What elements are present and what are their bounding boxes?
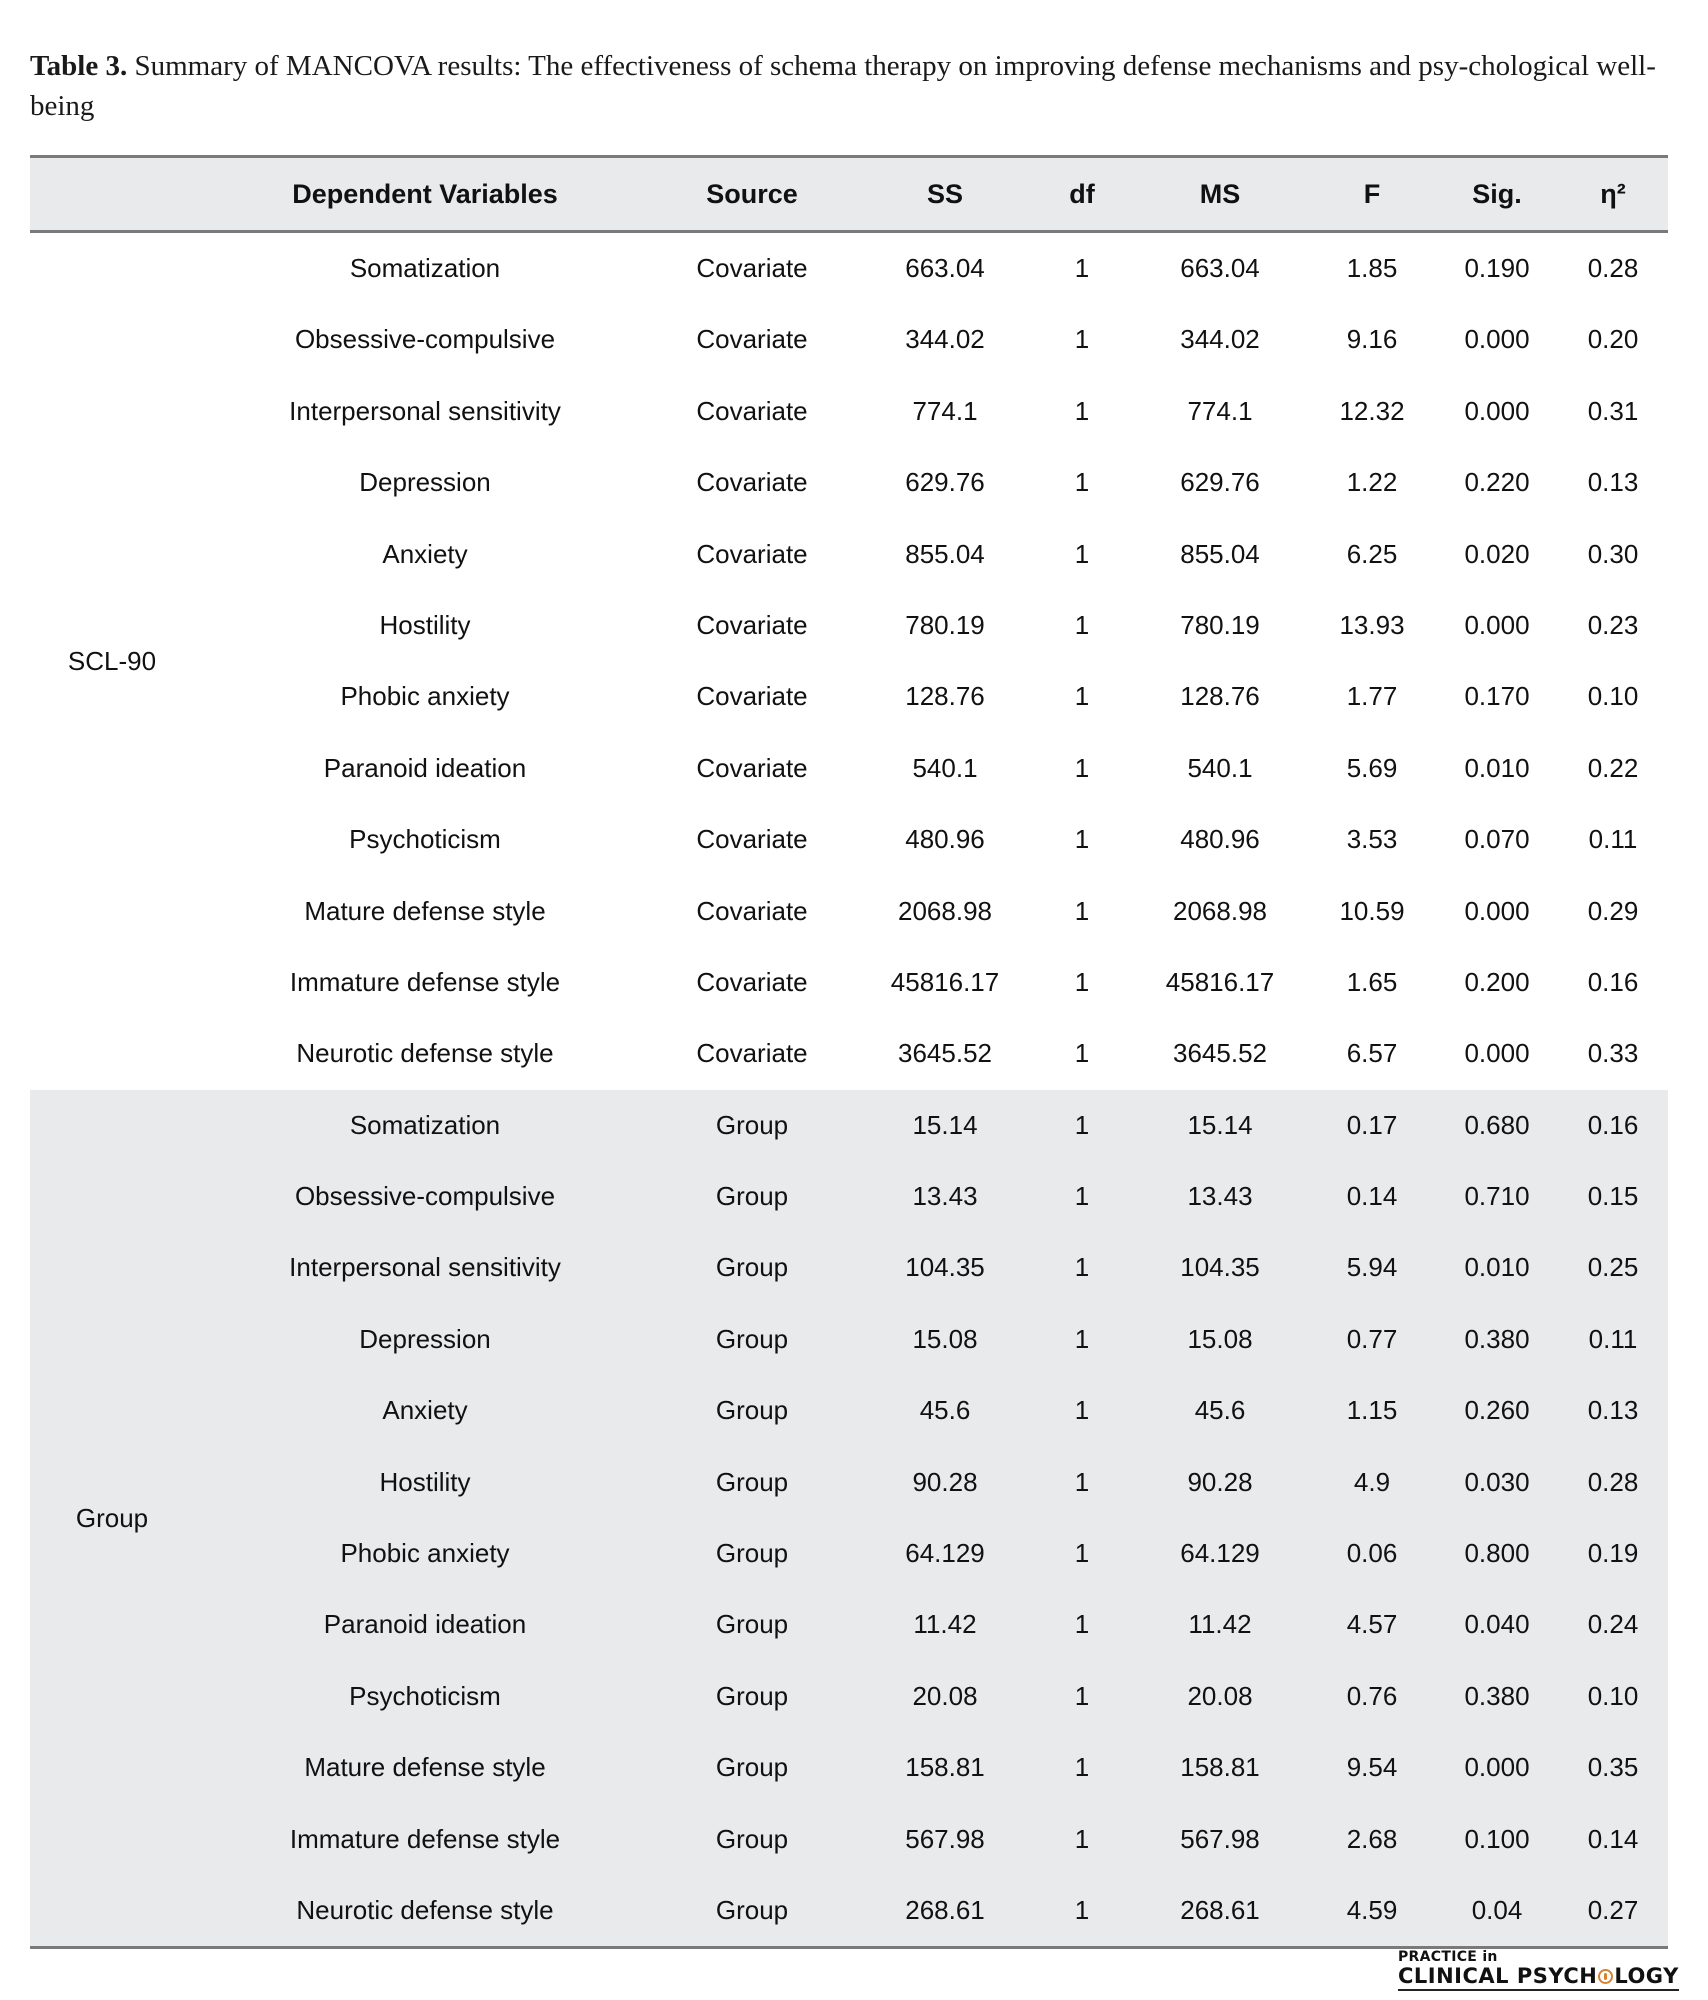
cell-df: 1 bbox=[1074, 1323, 1090, 1354]
cell-eta-squared: 0.20 bbox=[1587, 324, 1639, 355]
cell-sig: 0.030 bbox=[1464, 1466, 1530, 1497]
cell-f: 9.54 bbox=[1346, 1752, 1398, 1783]
cell-source: Group bbox=[715, 1466, 789, 1497]
cell-f: 3.53 bbox=[1346, 824, 1398, 855]
logo-text-a: CLINICAL PSYCH bbox=[1398, 1964, 1598, 1988]
cell-ms: 15.08 bbox=[1187, 1323, 1253, 1354]
cell-eta-squared: 0.30 bbox=[1587, 538, 1639, 569]
cell-dependent-variable: Obsessive-compulsive bbox=[294, 1181, 556, 1212]
cell-sig: 0.04 bbox=[1471, 1894, 1523, 1925]
cell-ms: 158.81 bbox=[1180, 1752, 1260, 1783]
cell-eta-squared: 0.23 bbox=[1587, 609, 1639, 640]
cell-source: Group bbox=[715, 1109, 789, 1140]
cell-ss: 344.02 bbox=[905, 324, 985, 355]
cell-ms: 344.02 bbox=[1180, 324, 1260, 355]
cell-df: 1 bbox=[1074, 1395, 1090, 1426]
cell-eta-squared: 0.28 bbox=[1587, 1466, 1639, 1497]
cell-ss: 90.28 bbox=[912, 1466, 978, 1497]
cell-source: Group bbox=[715, 1609, 789, 1640]
cell-f: 0.14 bbox=[1346, 1181, 1398, 1212]
cell-df: 1 bbox=[1074, 1680, 1090, 1711]
cell-sig: 0.000 bbox=[1464, 395, 1530, 426]
cell-sig: 0.010 bbox=[1464, 752, 1530, 783]
header-ms: MS bbox=[1199, 179, 1241, 209]
cell-f: 2.68 bbox=[1346, 1823, 1398, 1854]
header-source: Source bbox=[706, 179, 798, 209]
cell-eta-squared: 0.25 bbox=[1587, 1252, 1639, 1283]
cell-df: 1 bbox=[1074, 966, 1090, 997]
cell-dependent-variable: Paranoid ideation bbox=[323, 752, 527, 783]
cell-sig: 0.170 bbox=[1464, 681, 1530, 712]
table-row bbox=[30, 876, 1668, 947]
cell-df: 1 bbox=[1074, 1181, 1090, 1212]
cell-ms: 629.76 bbox=[1180, 467, 1260, 498]
cell-ss: 13.43 bbox=[912, 1181, 978, 1212]
cell-ss: 45816.17 bbox=[890, 966, 1000, 997]
cell-ss: 128.76 bbox=[905, 681, 985, 712]
cell-ms: 268.61 bbox=[1180, 1894, 1260, 1925]
cell-f: 0.76 bbox=[1346, 1680, 1398, 1711]
cell-dependent-variable: Depression bbox=[359, 467, 491, 498]
cell-source: Group bbox=[715, 1252, 789, 1283]
cell-f: 6.25 bbox=[1346, 538, 1398, 569]
cell-source: Group bbox=[715, 1680, 789, 1711]
cell-ms: 90.28 bbox=[1187, 1466, 1253, 1497]
cell-df: 1 bbox=[1074, 1752, 1090, 1783]
cell-f: 4.59 bbox=[1346, 1894, 1398, 1925]
section-group bbox=[30, 1090, 1668, 1947]
table-row bbox=[30, 1875, 1668, 1946]
table-row bbox=[30, 1447, 1668, 1518]
cell-eta-squared: 0.10 bbox=[1587, 681, 1639, 712]
cell-source: Covariate bbox=[696, 609, 808, 640]
cell-f: 4.9 bbox=[1353, 1466, 1391, 1497]
cell-dependent-variable: Phobic anxiety bbox=[340, 681, 510, 712]
cell-sig: 0.190 bbox=[1464, 253, 1530, 283]
cell-sig: 0.020 bbox=[1464, 538, 1530, 569]
cell-f: 5.94 bbox=[1346, 1252, 1398, 1283]
cell-source: Group bbox=[715, 1323, 789, 1354]
cell-eta-squared: 0.28 bbox=[1587, 253, 1639, 283]
cell-source: Covariate bbox=[696, 324, 808, 355]
cell-ms: 64.129 bbox=[1180, 1538, 1260, 1569]
cell-ms: 3645.52 bbox=[1173, 1038, 1267, 1069]
cell-eta-squared: 0.16 bbox=[1587, 1109, 1639, 1140]
table-row bbox=[30, 1375, 1668, 1446]
section-scl-90 bbox=[30, 233, 1668, 1090]
cell-dependent-variable: Paranoid ideation bbox=[323, 1609, 527, 1640]
cell-df: 1 bbox=[1074, 1252, 1090, 1283]
cell-sig: 0.000 bbox=[1464, 1038, 1530, 1069]
cell-source: Group bbox=[715, 1395, 789, 1426]
cell-dependent-variable: Neurotic defense style bbox=[296, 1038, 554, 1069]
cell-f: 1.65 bbox=[1346, 966, 1398, 997]
cell-ss: 540.1 bbox=[912, 752, 978, 783]
cell-dependent-variable: Phobic anxiety bbox=[340, 1538, 510, 1569]
cell-f: 6.57 bbox=[1346, 1038, 1398, 1069]
cell-sig: 0.800 bbox=[1464, 1538, 1530, 1569]
cell-df: 1 bbox=[1074, 824, 1090, 855]
cell-ss: 15.08 bbox=[912, 1323, 978, 1354]
header-f: F bbox=[1363, 179, 1381, 209]
cell-ms: 540.1 bbox=[1187, 752, 1253, 783]
cell-source: Covariate bbox=[696, 1038, 808, 1069]
cell-ms: 45816.17 bbox=[1165, 966, 1275, 997]
table-row bbox=[30, 376, 1668, 447]
logo-figure-icon bbox=[1598, 1969, 1613, 1984]
cell-f: 0.77 bbox=[1346, 1323, 1398, 1354]
table-row bbox=[30, 804, 1668, 875]
cell-eta-squared: 0.15 bbox=[1587, 1181, 1639, 1212]
cell-df: 1 bbox=[1074, 1609, 1090, 1640]
cell-source: Covariate bbox=[696, 752, 808, 783]
table-row bbox=[30, 1018, 1668, 1089]
cell-ms: 567.98 bbox=[1180, 1823, 1260, 1854]
table-row bbox=[30, 1518, 1668, 1589]
cell-sig: 0.710 bbox=[1464, 1181, 1530, 1212]
table-row bbox=[30, 1232, 1668, 1303]
cell-ms: 11.42 bbox=[1188, 1609, 1252, 1640]
cell-ms: 13.43 bbox=[1187, 1181, 1253, 1212]
cell-ss: 3645.52 bbox=[898, 1038, 992, 1069]
cell-df: 1 bbox=[1074, 1038, 1090, 1069]
cell-ss: 663.04 bbox=[905, 253, 985, 283]
cell-source: Covariate bbox=[696, 895, 808, 926]
table-row bbox=[30, 447, 1668, 518]
cell-eta-squared: 0.13 bbox=[1587, 467, 1639, 498]
cell-sig: 0.070 bbox=[1464, 824, 1530, 855]
cell-ss: 15.14 bbox=[912, 1109, 978, 1140]
cell-ss: 64.129 bbox=[905, 1538, 985, 1569]
cell-dependent-variable: Immature defense style bbox=[289, 966, 561, 997]
cell-eta-squared: 0.31 bbox=[1587, 395, 1639, 426]
table-row bbox=[30, 1732, 1668, 1803]
cell-source: Covariate bbox=[696, 395, 808, 426]
cell-df: 1 bbox=[1074, 395, 1090, 426]
cell-ss: 567.98 bbox=[905, 1823, 985, 1854]
cell-dependent-variable: Depression bbox=[359, 1323, 491, 1354]
table-row bbox=[30, 1304, 1668, 1375]
cell-sig: 0.200 bbox=[1464, 966, 1530, 997]
cell-eta-squared: 0.22 bbox=[1587, 752, 1639, 783]
logo-line-2 bbox=[1398, 1964, 1679, 1991]
cell-dependent-variable: Immature defense style bbox=[289, 1823, 561, 1854]
cell-ss: 11.42 bbox=[913, 1609, 977, 1640]
cell-dependent-variable: Psychoticism bbox=[349, 1680, 501, 1711]
cell-eta-squared: 0.16 bbox=[1587, 966, 1639, 997]
cell-sig: 0.380 bbox=[1464, 1680, 1530, 1711]
cell-ms: 20.08 bbox=[1187, 1680, 1253, 1711]
cell-df: 1 bbox=[1074, 1538, 1090, 1569]
cell-sig: 0.380 bbox=[1464, 1323, 1530, 1354]
cell-eta-squared: 0.10 bbox=[1587, 1680, 1639, 1711]
cell-eta-squared: 0.11 bbox=[1588, 824, 1638, 855]
cell-eta-squared: 0.14 bbox=[1587, 1823, 1639, 1854]
cell-ms: 45.6 bbox=[1194, 1395, 1246, 1426]
cell-eta-squared: 0.19 bbox=[1587, 1538, 1639, 1569]
cell-dependent-variable: Anxiety bbox=[382, 1395, 468, 1426]
cell-f: 12.32 bbox=[1339, 395, 1405, 426]
cell-sig: 0.680 bbox=[1464, 1109, 1530, 1140]
cell-f: 1.85 bbox=[1346, 253, 1398, 283]
header-df: df bbox=[1069, 179, 1095, 209]
cell-source: Covariate bbox=[696, 467, 808, 498]
cell-ss: 45.6 bbox=[919, 1395, 971, 1426]
table-header bbox=[30, 155, 1668, 233]
cell-source: Covariate bbox=[696, 253, 808, 283]
cell-f: 0.06 bbox=[1346, 1538, 1398, 1569]
cell-eta-squared: 0.11 bbox=[1588, 1323, 1638, 1354]
cell-eta-squared: 0.29 bbox=[1587, 895, 1639, 926]
cell-ss: 104.35 bbox=[905, 1252, 985, 1283]
cell-dependent-variable: Hostility bbox=[379, 609, 471, 640]
cell-df: 1 bbox=[1074, 752, 1090, 783]
cell-ms: 104.35 bbox=[1180, 1252, 1260, 1283]
cell-ms: 480.96 bbox=[1180, 824, 1260, 855]
cell-eta-squared: 0.24 bbox=[1587, 1609, 1639, 1640]
table-row bbox=[30, 1161, 1668, 1232]
cell-source: Group bbox=[715, 1752, 789, 1783]
table-number: Table 3. bbox=[30, 50, 128, 82]
logo-text-b: LOGY bbox=[1614, 1964, 1679, 1988]
cell-dependent-variable: Neurotic defense style bbox=[296, 1894, 554, 1925]
header-sig: Sig. bbox=[1472, 179, 1522, 209]
table-row bbox=[30, 661, 1668, 732]
cell-dependent-variable: Mature defense style bbox=[304, 895, 546, 926]
cell-ms: 128.76 bbox=[1180, 681, 1260, 712]
cell-f: 4.57 bbox=[1346, 1609, 1398, 1640]
cell-sig: 0.040 bbox=[1464, 1609, 1530, 1640]
cell-sig: 0.000 bbox=[1464, 1752, 1530, 1783]
cell-sig: 0.000 bbox=[1464, 609, 1530, 640]
cell-dependent-variable: Interpersonal sensitivity bbox=[289, 1252, 561, 1283]
cell-f: 9.16 bbox=[1346, 324, 1398, 355]
cell-dependent-variable: Anxiety bbox=[382, 538, 468, 569]
cell-source: Covariate bbox=[696, 538, 808, 569]
cell-sig: 0.100 bbox=[1464, 1823, 1530, 1854]
cell-ss: 158.81 bbox=[905, 1752, 985, 1783]
section-label: Group bbox=[75, 1503, 149, 1534]
table-row bbox=[30, 590, 1668, 661]
table-row bbox=[30, 1804, 1668, 1875]
cell-dependent-variable: Psychoticism bbox=[349, 824, 501, 855]
cell-ms: 855.04 bbox=[1180, 538, 1260, 569]
cell-source: Group bbox=[715, 1823, 789, 1854]
logo-line-1: PRACTICE in bbox=[1398, 1949, 1498, 1965]
cell-f: 1.15 bbox=[1346, 1395, 1398, 1426]
cell-df: 1 bbox=[1074, 467, 1090, 498]
cell-f: 10.59 bbox=[1339, 895, 1405, 926]
cell-source: Group bbox=[715, 1181, 789, 1212]
table-row bbox=[30, 947, 1668, 1018]
header-eta-squared: η² bbox=[1600, 179, 1626, 209]
cell-sig: 0.010 bbox=[1464, 1252, 1530, 1283]
cell-ms: 663.04 bbox=[1180, 253, 1260, 283]
journal-logo bbox=[1398, 1950, 1679, 1991]
cell-df: 1 bbox=[1074, 253, 1090, 283]
cell-df: 1 bbox=[1074, 324, 1090, 355]
cell-df: 1 bbox=[1074, 609, 1090, 640]
cell-eta-squared: 0.27 bbox=[1587, 1894, 1639, 1925]
cell-df: 1 bbox=[1074, 895, 1090, 926]
cell-df: 1 bbox=[1074, 1466, 1090, 1497]
cell-ss: 480.96 bbox=[905, 824, 985, 855]
cell-f: 1.22 bbox=[1346, 467, 1398, 498]
cell-ss: 20.08 bbox=[912, 1680, 978, 1711]
cell-eta-squared: 0.33 bbox=[1587, 1038, 1639, 1069]
cell-dependent-variable: Mature defense style bbox=[304, 1752, 546, 1783]
cell-df: 1 bbox=[1074, 1894, 1090, 1925]
cell-dependent-variable: Interpersonal sensitivity bbox=[289, 395, 561, 426]
table-row bbox=[30, 233, 1668, 304]
cell-f: 1.77 bbox=[1346, 681, 1398, 712]
cell-eta-squared: 0.13 bbox=[1587, 1395, 1639, 1426]
table-row bbox=[30, 1589, 1668, 1660]
cell-df: 1 bbox=[1074, 538, 1090, 569]
cell-source: Group bbox=[715, 1538, 789, 1569]
cell-sig: 0.000 bbox=[1464, 895, 1530, 926]
cell-sig: 0.260 bbox=[1464, 1395, 1530, 1426]
cell-source: Covariate bbox=[696, 966, 808, 997]
cell-sig: 0.000 bbox=[1464, 324, 1530, 355]
cell-ss: 268.61 bbox=[905, 1894, 985, 1925]
caption-text: Summary of MANCOVA results: The effectiveness of schema therapy on improving defense mechanisms and psy-chological well-being bbox=[30, 50, 1656, 122]
cell-df: 1 bbox=[1074, 1823, 1090, 1854]
cell-source: Group bbox=[715, 1894, 789, 1925]
cell-source: Covariate bbox=[696, 824, 808, 855]
cell-df: 1 bbox=[1074, 1109, 1090, 1140]
header-dependent-variables: Dependent Variables bbox=[292, 179, 558, 209]
header-ss: SS bbox=[926, 179, 964, 209]
cell-dependent-variable: Somatization bbox=[349, 253, 501, 283]
cell-ms: 2068.98 bbox=[1173, 895, 1267, 926]
cell-ms: 774.1 bbox=[1187, 395, 1253, 426]
cell-f: 13.93 bbox=[1339, 609, 1405, 640]
cell-eta-squared: 0.35 bbox=[1587, 1752, 1639, 1783]
cell-source: Covariate bbox=[696, 681, 808, 712]
cell-ss: 2068.98 bbox=[898, 895, 992, 926]
cell-dependent-variable: Obsessive-compulsive bbox=[294, 324, 556, 355]
cell-df: 1 bbox=[1074, 681, 1090, 712]
table-row bbox=[30, 304, 1668, 375]
section-label: SCL-90 bbox=[67, 646, 157, 677]
cell-ss: 780.19 bbox=[905, 609, 985, 640]
cell-sig: 0.220 bbox=[1464, 467, 1530, 498]
cell-ss: 629.76 bbox=[905, 467, 985, 498]
table-caption bbox=[30, 46, 1670, 126]
cell-ss: 774.1 bbox=[912, 395, 978, 426]
cell-f: 0.17 bbox=[1346, 1109, 1398, 1140]
cell-dependent-variable: Hostility bbox=[379, 1466, 471, 1497]
cell-dependent-variable: Somatization bbox=[349, 1109, 501, 1140]
table-row bbox=[30, 519, 1668, 590]
cell-ms: 780.19 bbox=[1180, 609, 1260, 640]
cell-f: 5.69 bbox=[1346, 752, 1398, 783]
table-row bbox=[30, 1090, 1668, 1161]
table-body bbox=[30, 233, 1668, 1946]
cell-ss: 855.04 bbox=[905, 538, 985, 569]
table-row bbox=[30, 733, 1668, 804]
cell-ms: 15.14 bbox=[1187, 1109, 1253, 1140]
mancova-table bbox=[30, 155, 1668, 1949]
table-row bbox=[30, 1661, 1668, 1732]
